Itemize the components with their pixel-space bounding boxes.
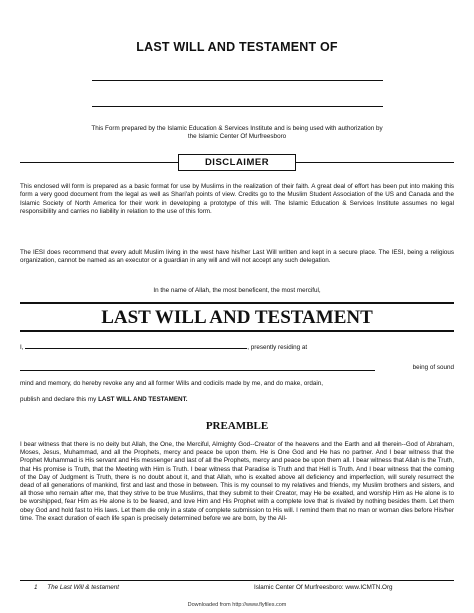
will-heading: LAST WILL AND TESTAMENT — [20, 302, 454, 332]
will-line-4-bold: LAST WILL AND TESTAMENT. — [98, 396, 188, 403]
disclaimer-paragraph-1: This enclosed will form is prepared as a basic format for use by Muslims in the realization of their faith. A great deal of effort has been put into making this form a very good document from the legal as well as Shari'ah points of view. Credits go to the Muslim Student Association of the US and Canada and the Islamic Society of North America for their work in developing a prototype of this will. The Islamic Education & Services Institute assumes no legal responsibility and carries no liability in relation to the use of this form. — [20, 183, 454, 215]
will-line-4 — [20, 396, 454, 404]
will-line-2-suffix: being of sound — [412, 364, 454, 371]
will-line-1-prefix: I, — [20, 344, 24, 351]
page-number: 1 — [34, 584, 38, 591]
footer-org: Islamic Center Of Murfreesboro: www.ICMTN.Org — [254, 584, 393, 591]
will-line-1-suffix: , presently residing at — [247, 344, 308, 351]
will-line-3: mind and memory, do hereby revoke any and all former Wills and codicils made by me, and do make, ordain, — [20, 380, 323, 387]
authorization-note — [20, 125, 454, 142]
authorization-line-2: the Islamic Center Of Murfreesboro — [187, 133, 287, 141]
footer-rule — [20, 580, 454, 581]
residence-address-field[interactable] — [20, 364, 375, 371]
preamble-text: I bear witness that there is no deity but Allah, the One, the Merciful, Almighty God--Creator of the heavens and the Earth and all therein--God of Abraham, Moses, Jesus, Muhammad, and all the Prophets, mercy and peace be upon them. He is One God and He has no partner. And I bear witness that the Prophet Muhammad is His servant and His messenger and last of all the Prophets, mercy and peace be upon them all. I bear witness that Allah is the Truth, that His promise is Truth, that the Meeting with Him is Truth. I bear witness that Paradise is Truth and that Hell is Truth. And I bear witness that the coming of the Day of Judgment is Truth, there is no doubt about it, and that Allah, who is exalted above all deficiency and imperfection, will surely resurrect the dead of all generations of mankind, first and last and those in between. This is my counsel to my relatives and friends, my Muslim brothers and sisters, and all those who remain after me, that they strive to be true Muslims, that they submit to their Creator, may He be exalted, and worship Him as He alone is to be worshipped, fear Him as He alone is to be feared, and love Him and His Prophet with a complete love that is rivaled by nothing besides them. Let them obey God and hold fast to His laws. Let them die only in a state of complete submission to His will. I remind them that no man or woman dies before His/her time. The exact duration of each life span is precisely determined before we are born, by the All- — [20, 441, 454, 522]
testator-name-line-1[interactable] — [92, 80, 383, 81]
disclaimer-paragraph-2: The IESI does recommend that every adult Muslim living in the west have his/her Last Will written and kept in a secure place. The IESI, being a religious organization, cannot be named as an executor or a guardian in any will and will not accept any such delegation. — [20, 249, 454, 265]
document-title: LAST WILL AND TESTAMENT OF — [136, 40, 338, 54]
will-line-2 — [20, 364, 454, 374]
footer-left — [34, 584, 119, 591]
download-credit: Downloaded from http://www.flyfiles.com — [187, 602, 287, 608]
authorization-line-1: This Form prepared by the Islamic Education & Services Institute and is being used with authorization by — [91, 125, 383, 132]
disclaimer-heading: DISCLAIMER — [178, 154, 296, 171]
testator-name-field[interactable] — [25, 342, 247, 349]
preamble-heading: PREAMBLE — [205, 420, 269, 432]
testator-name-line-2[interactable] — [92, 106, 383, 107]
will-line-1 — [20, 342, 454, 352]
bismillah-line: In the name of Allah, the most beneficent, the most merciful, — [153, 287, 321, 294]
will-line-4-prefix: publish and declare this my — [20, 396, 97, 403]
footer-doc-name: The Last Will & testament — [47, 584, 119, 591]
